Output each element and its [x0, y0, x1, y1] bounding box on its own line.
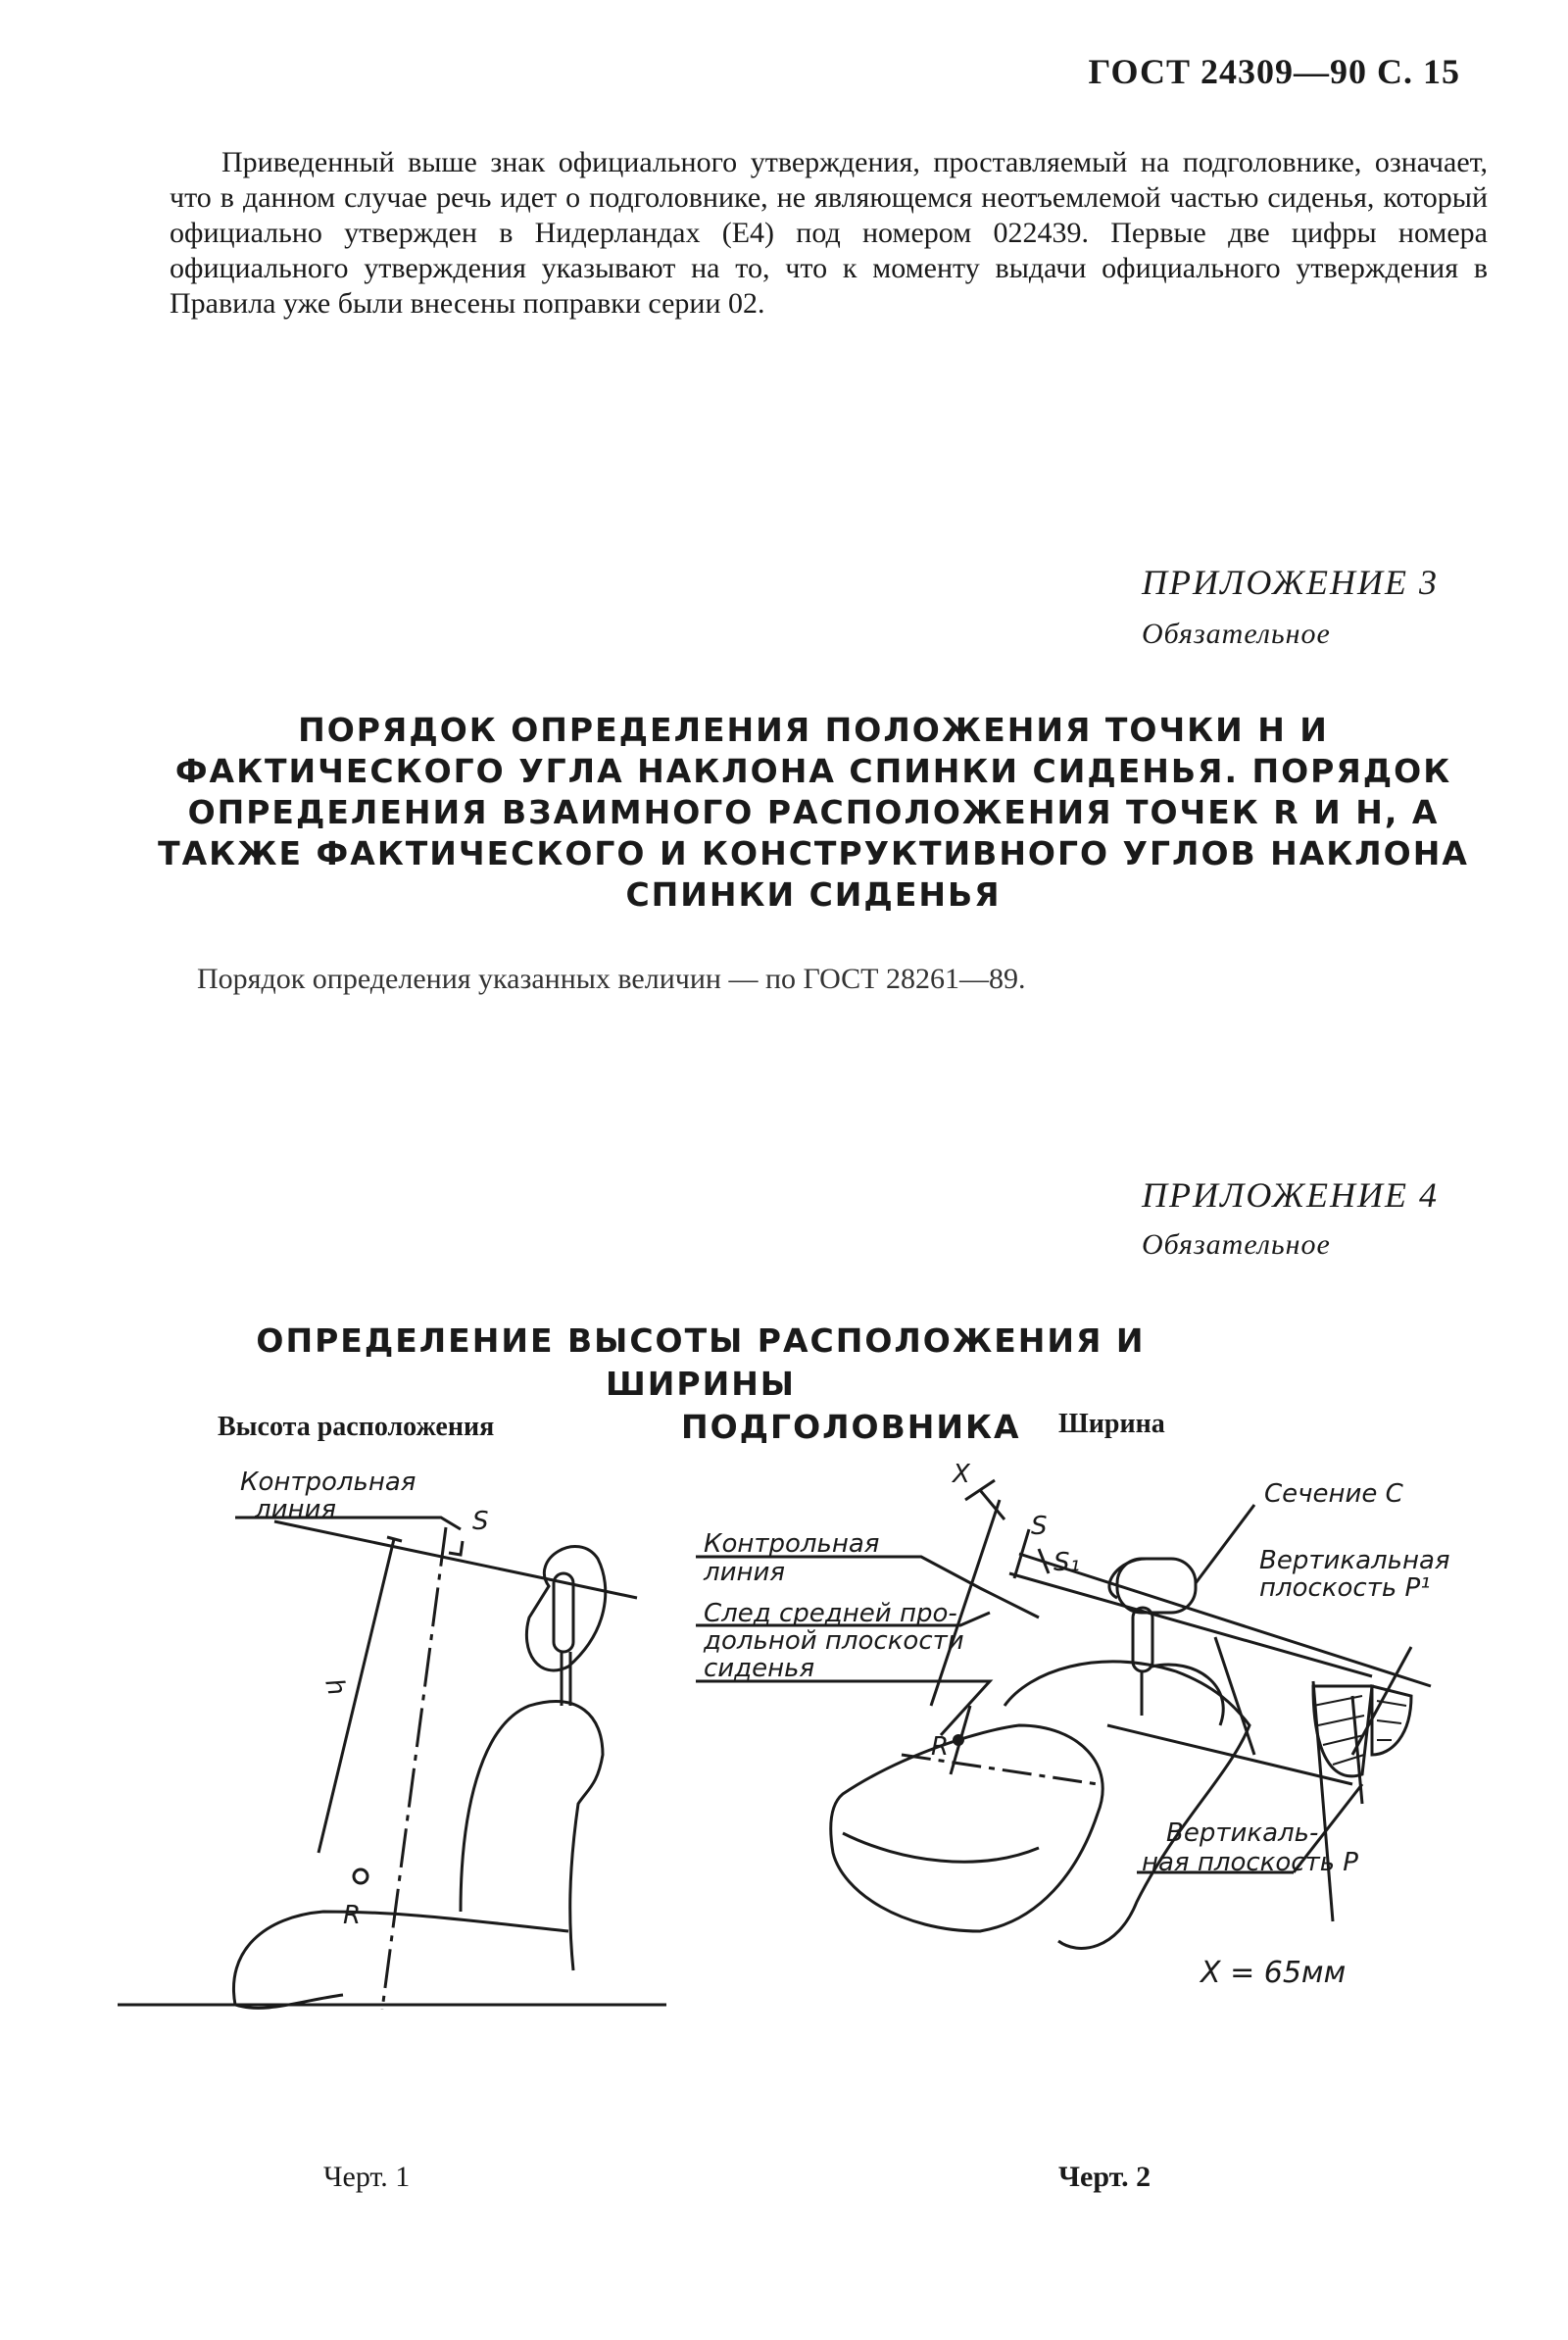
fig2-label-s: S	[1031, 1512, 1048, 1541]
fig2-seat-cushion	[831, 1725, 1103, 1931]
appendix-4-title: ПРИЛОЖЕНИЕ 4	[1142, 1175, 1439, 1215]
fig1-label-h: h	[318, 1675, 352, 1699]
fig2-seat-back	[1004, 1662, 1250, 1949]
fig2-label-vertical-p1-1: Вертикальная	[1259, 1546, 1450, 1575]
page-header: ГОСТ 24309—90 С. 15	[1088, 52, 1460, 91]
fig2-label-trace-3: сиденья	[704, 1654, 815, 1683]
appendix-3-title: ПРИЛОЖЕНИЕ 3	[1142, 563, 1439, 602]
figure-1-caption: Черт. 1	[323, 2161, 411, 2193]
fig2-point-r	[953, 1734, 964, 1746]
figure-1-drawing	[108, 1461, 676, 2010]
fig2-label-vertical-p1-2: плоскость P¹	[1259, 1573, 1431, 1603]
fig2-label-trace-2: дольной плоскости	[704, 1626, 964, 1656]
fig2-label-control-line-1: Контрольная	[704, 1529, 880, 1559]
fig1-point-r	[354, 1869, 368, 1883]
fig2-label-x: X	[953, 1461, 970, 1489]
figure-2-drawing	[686, 1461, 1529, 2010]
fig2-label-vertical-p-2: ная плоскость P	[1142, 1848, 1358, 1877]
appendix-3-reference: Порядок определения указанных величин — по ГОСТ 28261—89.	[197, 963, 1026, 995]
appendix-4-heading-line2: ПОДГОЛОВНИКА	[681, 1408, 1021, 1446]
figure-2-heading: Ширина	[1058, 1409, 1165, 1439]
fig2-label-trace-1: След средней про-	[704, 1599, 957, 1628]
fig1-control-line	[274, 1521, 637, 1598]
fig2-label-s1: S₁	[1054, 1548, 1080, 1577]
fig2-label-vertical-p-1: Вертикаль-	[1166, 1818, 1319, 1848]
fig2-label-control-line-2: линия	[704, 1558, 786, 1587]
fig1-seat-cushion	[233, 1912, 568, 2005]
fig2-label-r: R	[931, 1732, 950, 1762]
appendix-3-status: Обязательное	[1142, 618, 1331, 650]
fig1-label-control-line-2: линия	[255, 1495, 337, 1524]
fig1-label-control-line-1: Контрольная	[240, 1468, 416, 1497]
fig2-headrest	[1117, 1559, 1196, 1613]
appendix-4-heading-line1: ОПРЕДЕЛЕНИЕ ВЫСОТЫ РАСПОЛОЖЕНИЯ И ШИРИНЫ	[256, 1321, 1146, 1403]
fig1-h-axis	[382, 1527, 446, 2010]
fig1-label-s: S	[472, 1507, 489, 1536]
figure-1-heading: Высота расположения	[218, 1412, 495, 1442]
fig2-label-section: Сечение С	[1264, 1479, 1403, 1509]
fig2-label-dimension: X = 65мм	[1200, 1956, 1347, 1990]
intro-paragraph: Приведенный выше знак официального утверждения, проставляемый на подголовнике, означает, что в данном случае речь идет о подголовнике, не являющемся неотъемлемой частью сиденья, который официально утвержден в Нидерландах (Е4) под номером 022439. Первые две цифры номера официального утверждения указывают на то, что к моменту выдачи официального утверждения в Правила уже были внесены поправки серии 02.	[170, 146, 1488, 320]
appendix-3-heading: ПОРЯДОК ОПРЕДЕЛЕНИЯ ПОЛОЖЕНИЯ ТОЧКИ H И ФАКТИЧЕСКОГО УГЛА НАКЛОНА СПИНКИ СИДЕНЬЯ. ПОРЯДОК ОПРЕДЕЛЕНИЯ ВЗАИМНОГО РАСПОЛОЖЕНИЯ ТОЧЕК R И H, А ТАКЖЕ ФАКТИЧЕСКОГО И КОНСТРУКТИВНОГО УГЛОВ НАКЛОНА СПИНКИ СИДЕНЬЯ	[158, 711, 1469, 914]
fig1-label-r: R	[343, 1901, 362, 1930]
figure-2-caption: Черт. 2	[1058, 2161, 1152, 2193]
appendix-4-status: Обязательное	[1142, 1228, 1331, 1261]
fig1-seat-back	[461, 1702, 603, 1970]
